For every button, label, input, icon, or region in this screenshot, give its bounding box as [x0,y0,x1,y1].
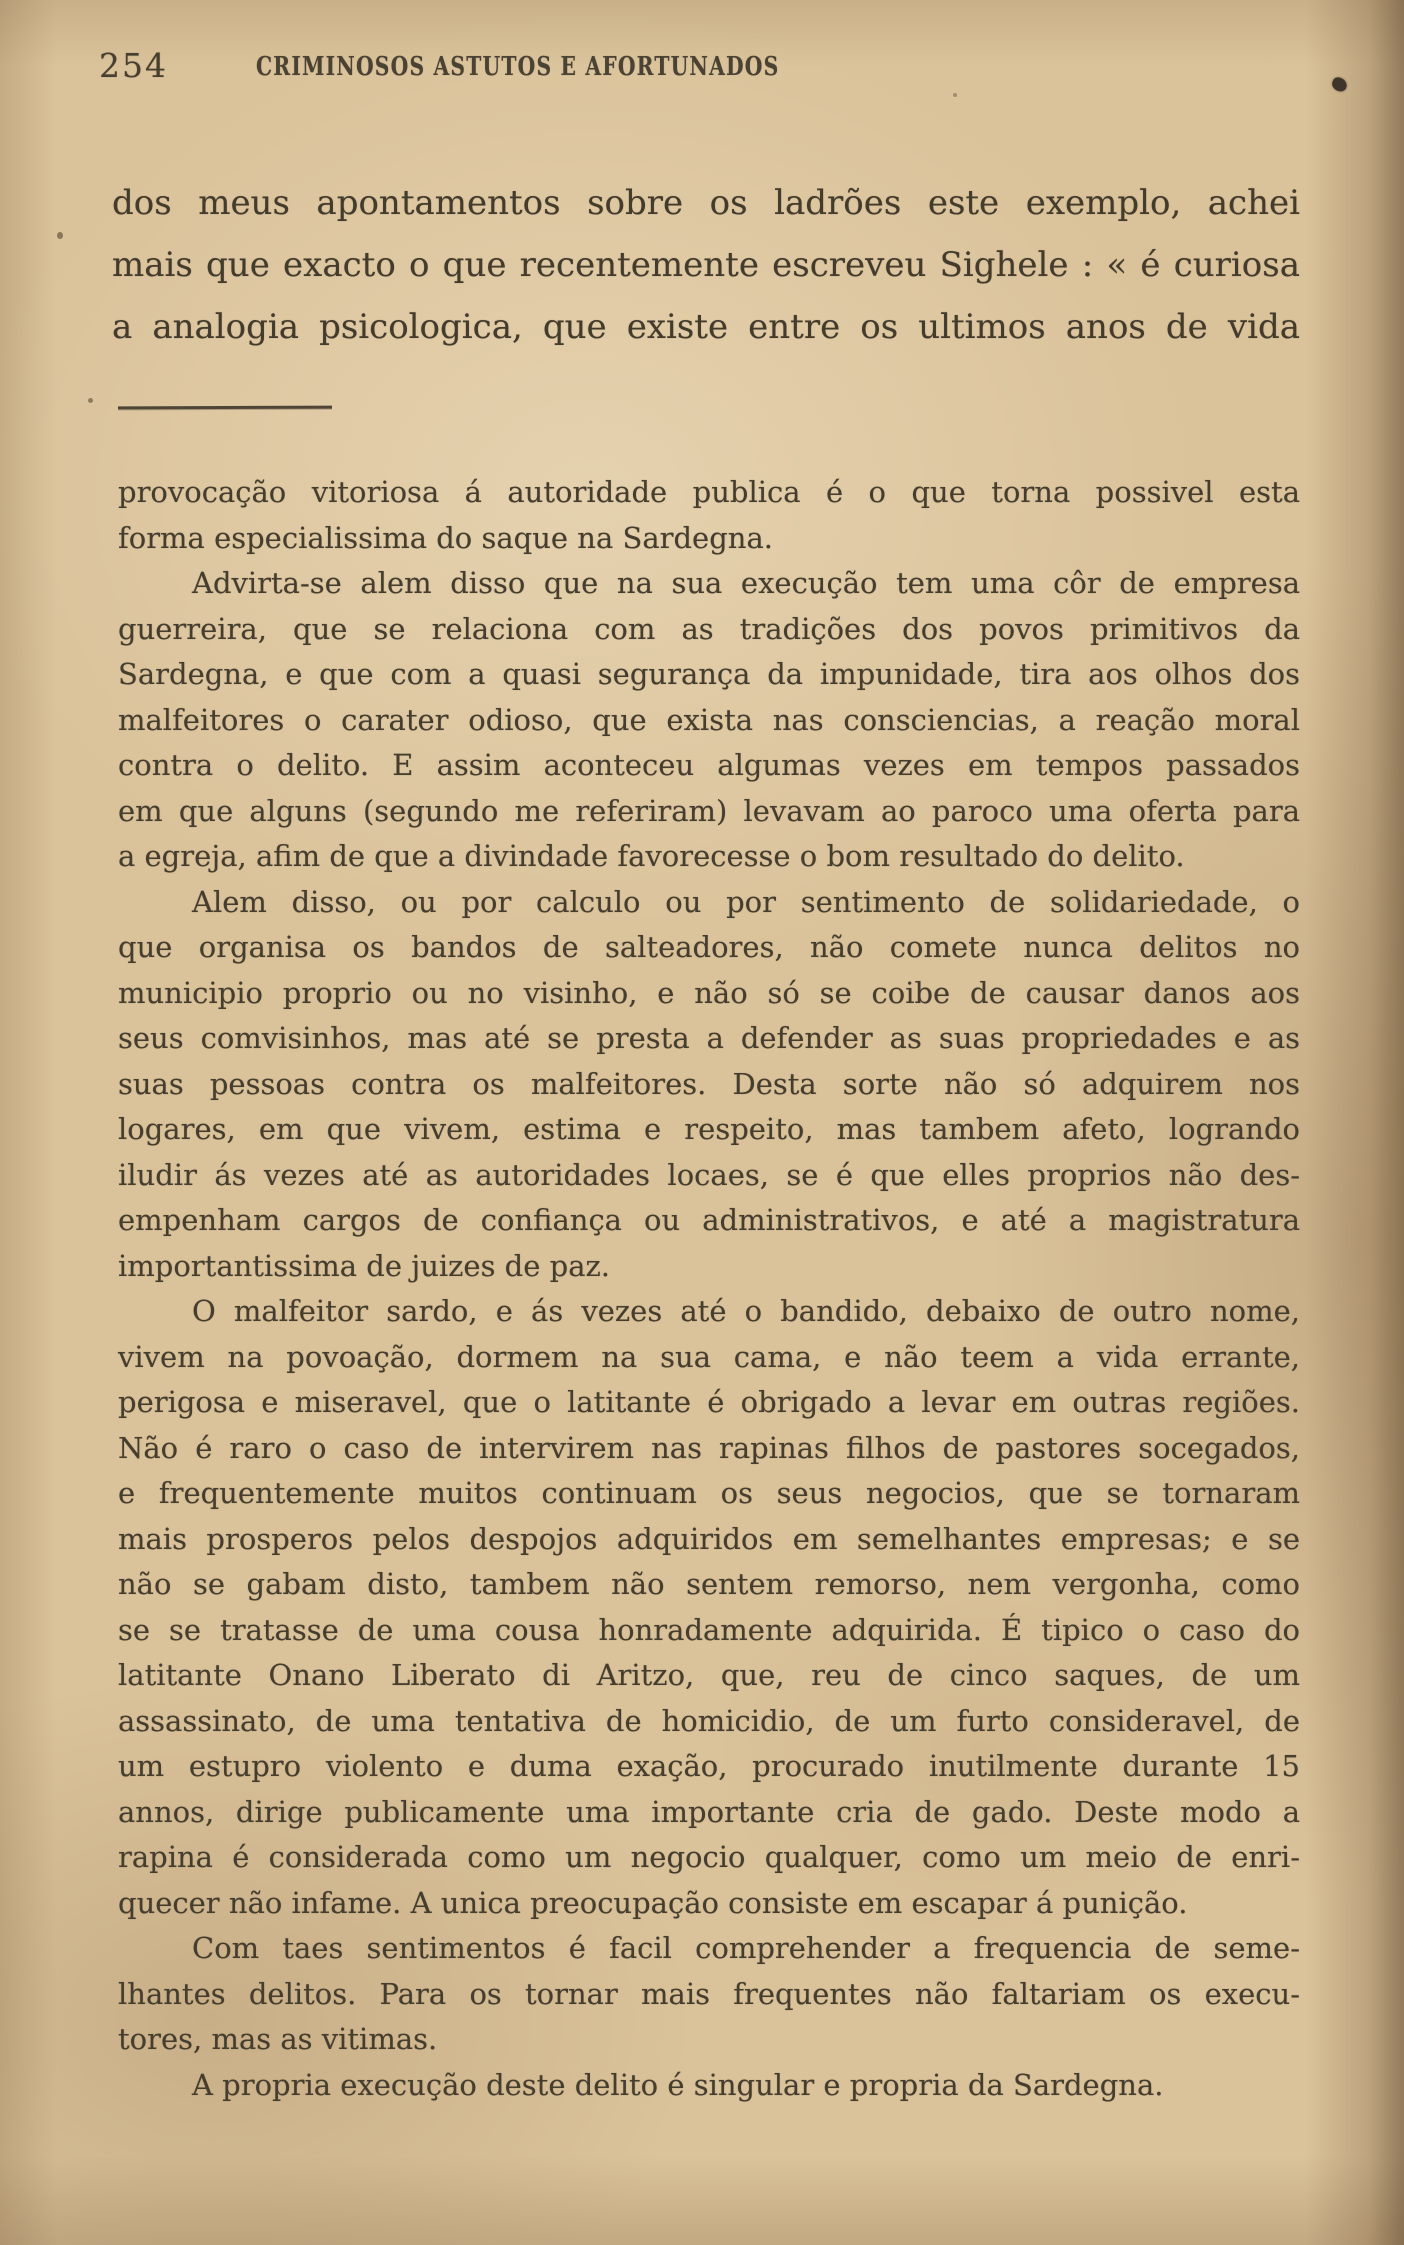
main-text-block [112,172,1300,358]
text-line: em que alguns (segundo me referiram) levavam ao paroco uma oferta para [118,793,1300,828]
text-line: tores, mas as vitimas. [118,2022,438,2056]
text-line: seus comvisinhos, mas até se presta a defender as suas propriedades e as [118,1021,1300,1055]
text-line: latitante Onano Liberato di Aritzo, que, reu de cinco saques, de um [118,1658,1300,1692]
running-header: CRIMINOSOS ASTUTOS E AFORTUNADOS [256,52,780,82]
text-line: mais que exacto o que recentemente escreveu Sighele : « é curiosa [112,245,1300,285]
text-line: dos meus apontamentos sobre os ladrões este exemplo, achei [112,183,1300,223]
ink-speck [88,398,93,403]
text-line: O malfeitor sardo, e ás vezes até o bandido, debaixo de outro nome, [192,1294,1300,1328]
text-line: provocação vitoriosa á autoridade publica é o que torna possivel esta [118,475,1300,509]
ink-speck [57,232,63,239]
text-line: rapina é considerada como um negocio qualquer, como um meio de enri- [118,1840,1300,1874]
text-line: Com taes sentimentos é facil comprehender a frequencia de seme- [192,1931,1300,1965]
text-line: não se gabam disto, tambem não sentem remorso, nem vergonha, como [118,1567,1300,1601]
text-line: forma especialissima do saque na Sardegna. [118,520,773,555]
text-line: suas pessoas contra os malfeitores. Desta sorte não só adquirem nos [118,1066,1300,1101]
text-line: municipio proprio ou no visinho, e não só se coibe de causar danos aos [118,975,1300,1010]
text-line: A propria execução deste delito é singular e propria da Sardegna. [192,2067,1164,2102]
text-line: Alem disso, ou por calculo ou por sentimento de solidariedade, o [192,884,1300,919]
text-line: malfeitores o carater odioso, que exista nas consciencias, a reação moral [118,702,1300,737]
text-line: assassinato, de uma tentativa de homicidio, de um furto consideravel, de [118,1703,1300,1738]
text-line: vivem na povoação, dormem na sua cama, e não teem a vida errante, [118,1339,1300,1374]
text-line: importantissima de juizes de paz. [118,1248,610,1283]
text-line: a analogia psicologica, que existe entre os ultimos anos de vida [112,307,1300,347]
text-line: logares, em que vivem, estima e respeito, mas tambem afeto, logrando [118,1112,1300,1146]
text-line: iludir ás vezes até as autoridades locaes, se é que elles proprios não des- [118,1157,1300,1192]
text-line: annos, dirige publicamente uma importante cria de gado. Deste modo a [118,1794,1300,1829]
text-line: empenham cargos de confiança ou administrativos, e até a magistratura [118,1203,1300,1237]
text-line: Sardegna, e que com a quasi segurança da impunidade, tira aos olhos dos [118,657,1300,691]
text-line: se se tratasse de uma cousa honradamente adquirida. É tipico o caso do [118,1612,1300,1647]
text-line: Não é raro o caso de intervirem nas rapinas filhos de pastores socegados, [118,1430,1300,1465]
ink-speck [953,93,957,97]
text-line: Advirta-se alem disso que na sua execução tem uma côr de empresa [192,566,1300,600]
footnote-block [118,470,1300,2108]
text-line: um estupro violento e duma exação, procurado inutilmente durante 15 [118,1749,1300,1783]
text-line: a egreja, afim de que a divindade favorecesse o bom resultado do delito. [118,839,1185,873]
text-line: guerreira, que se relaciona com as tradições dos povos primitivos da [118,611,1300,646]
text-line: perigosa e miseravel, que o latitante é obrigado a levar em outras regiões. [118,1385,1300,1419]
text-line: lhantes delitos. Para os tornar mais frequentes não faltariam os execu- [118,1976,1300,2011]
page-number: 254 [99,46,168,85]
text-line: mais prosperos pelos despojos adquiridos em semelhantes empresas; e se [118,1521,1300,1556]
text-line: e frequentemente muitos continuam os seus negocios, que se tornaram [118,1476,1300,1510]
text-line: contra o delito. E assim aconteceu algumas vezes em tempos passados [118,748,1300,782]
text-line: que organisa os bandos de salteadores, não comete nunca delitos no [118,930,1300,964]
text-line: quecer não infame. A unica preocupação consiste em escapar á punição. [118,1885,1188,1920]
